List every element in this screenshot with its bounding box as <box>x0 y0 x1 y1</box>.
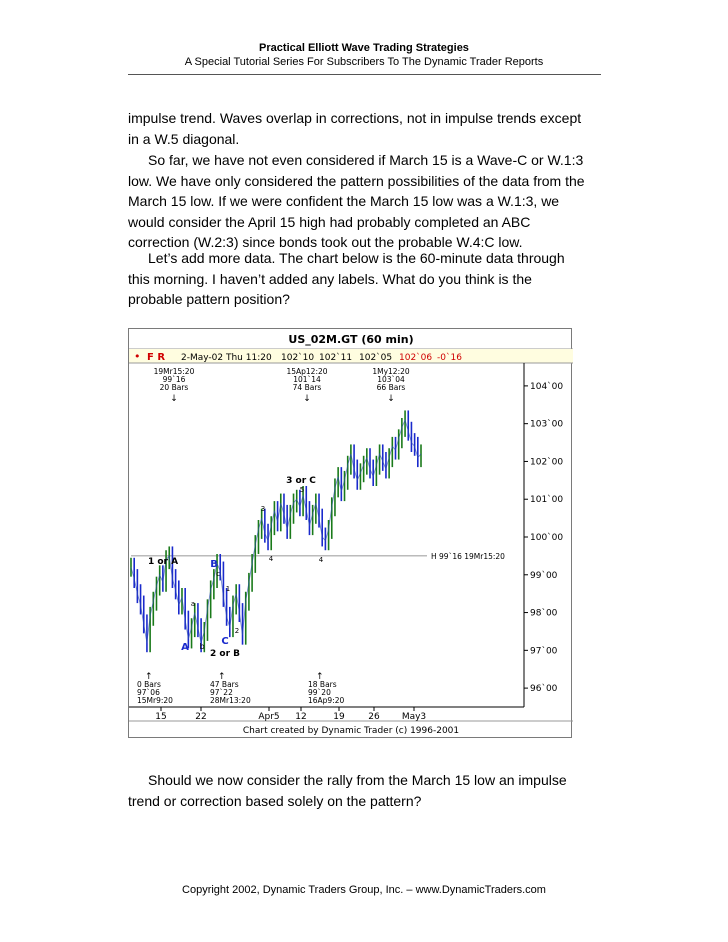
y-tick-label: 96`00 <box>530 684 558 695</box>
wave-label: 2 or B <box>209 649 241 659</box>
bottom-marker-text: 18 Bars <box>308 680 337 689</box>
bottom-marker-arrow: ↑ <box>218 672 226 682</box>
wave-label: 3 <box>260 505 266 513</box>
wave-label: 1 or A <box>147 557 179 567</box>
bottom-marker-text: 28Mr13:20 <box>210 696 251 705</box>
top-marker-text: 20 Bars <box>159 383 189 392</box>
y-tick-label: 98`00 <box>530 608 558 619</box>
bottom-marker-text: 97`06 <box>137 688 160 697</box>
paragraph-1: impulse trend. Waves overlap in corrections, not in impulse trends except in a W.5 diagonal. <box>128 110 582 147</box>
paragraph-2: So far, we have not even considered if March 15 is a Wave-C or W.1:3 low. We have only considered the pattern possibilities of the data from the March 15 low. If we were confident the March 15 low was a W.1:3, we would consider the April 15 high had probably completed an ABC correction (W.2:3) since bonds took out the probable W.4:C low. <box>128 152 585 250</box>
header-divider <box>128 74 601 75</box>
bottom-marker-text: 47 Bars <box>210 680 239 689</box>
x-tick-label: 12 <box>295 712 307 722</box>
x-tick-label: 26 <box>368 712 380 722</box>
y-tick-label: 97`00 <box>530 646 558 657</box>
wave-label: 5 <box>299 486 305 494</box>
wave-label: b <box>199 642 205 651</box>
chart-credit: Chart created by Dynamic Trader (c) 1996-2001 <box>242 726 460 736</box>
bottom-marker-text: 99`20 <box>308 688 331 697</box>
wave-label: 2 <box>234 627 240 635</box>
info-change: -0`16 <box>437 353 462 363</box>
chart-canvas <box>129 329 573 739</box>
x-tick-label: May3 <box>401 712 427 722</box>
y-tick-label: 104`00 <box>530 381 564 392</box>
bottom-marker-text: 0 Bars <box>137 680 161 689</box>
wave-label: B <box>210 559 218 570</box>
y-tick-label: 99`00 <box>530 570 558 581</box>
top-marker-text: 66 Bars <box>376 383 406 392</box>
x-tick-label: 15 <box>155 712 167 722</box>
wave-label: C <box>221 636 229 647</box>
top-marker-text: 74 Bars <box>292 383 322 392</box>
price-series-line <box>131 420 421 643</box>
x-tick-label: Apr5 <box>258 712 280 722</box>
info-flags: F R <box>147 352 166 363</box>
x-tick-label: 19 <box>333 712 345 722</box>
y-tick-label: 101`00 <box>530 495 564 506</box>
footer-copyright: Copyright 2002, Dynamic Traders Group, Inc. – www.DynamicTraders.com <box>182 884 546 896</box>
top-marker-text: 19Mr15:20 <box>153 367 195 376</box>
info-high: 102`11 <box>319 353 353 363</box>
top-marker-text: 99`16 <box>162 375 186 384</box>
info-close: 102`06 <box>399 353 433 363</box>
info-datetime: 2-May-02 Thu 11:20 <box>181 353 272 363</box>
top-marker-text: 101`14 <box>293 375 321 384</box>
wave-label: A <box>181 642 189 653</box>
y-tick-label: 100`00 <box>530 533 564 543</box>
wave-label: 1 <box>225 585 231 593</box>
top-marker-arrow: ↓ <box>387 394 395 404</box>
bottom-marker-text: 15Mr9:20 <box>137 696 173 705</box>
high-reference-label: H 99`16 19Mr15:20 <box>431 551 505 561</box>
paragraph-3: Let’s add more data. The chart below is the 60-minute data through this morning. I haven’t added any labels. What do you think is the probable pattern position? <box>128 250 565 307</box>
wave-label: 4 <box>268 555 274 563</box>
top-marker-text: 1My12:20 <box>372 367 410 376</box>
wave-label: 4 <box>318 556 324 564</box>
info-marker: • <box>134 350 141 363</box>
wave-label: c <box>216 570 220 578</box>
y-tick-label: 102`00 <box>530 457 564 468</box>
top-marker-text: 103`04 <box>377 375 405 384</box>
bottom-marker-text: 16Ap9:20 <box>308 696 345 705</box>
y-tick-label: 103`00 <box>530 419 564 430</box>
top-marker-arrow: ↓ <box>170 394 178 404</box>
bottom-marker-arrow: ↑ <box>145 672 153 682</box>
paragraph-4: Should we now consider the rally from the March 15 low an impulse trend or correction based solely on the pattern? <box>128 772 567 809</box>
top-marker-text: 15Ap12:20 <box>286 367 328 376</box>
wave-label: a <box>190 600 196 608</box>
chart-title: US_02M.GT (60 min) <box>288 333 414 346</box>
price-chart <box>128 328 572 738</box>
bottom-marker-text: 97`22 <box>210 688 233 697</box>
header-subtitle: A Special Tutorial Series For Subscribers To The Dynamic Trader Reports <box>184 56 544 68</box>
bottom-marker-arrow: ↑ <box>316 672 324 682</box>
info-open: 102`10 <box>281 353 315 363</box>
top-marker-arrow: ↓ <box>303 394 311 404</box>
wave-label: 3 or C <box>286 476 316 486</box>
x-tick-label: 22 <box>195 712 207 722</box>
header-title: Practical Elliott Wave Trading Strategies <box>259 42 469 54</box>
info-low: 102`05 <box>359 353 393 363</box>
